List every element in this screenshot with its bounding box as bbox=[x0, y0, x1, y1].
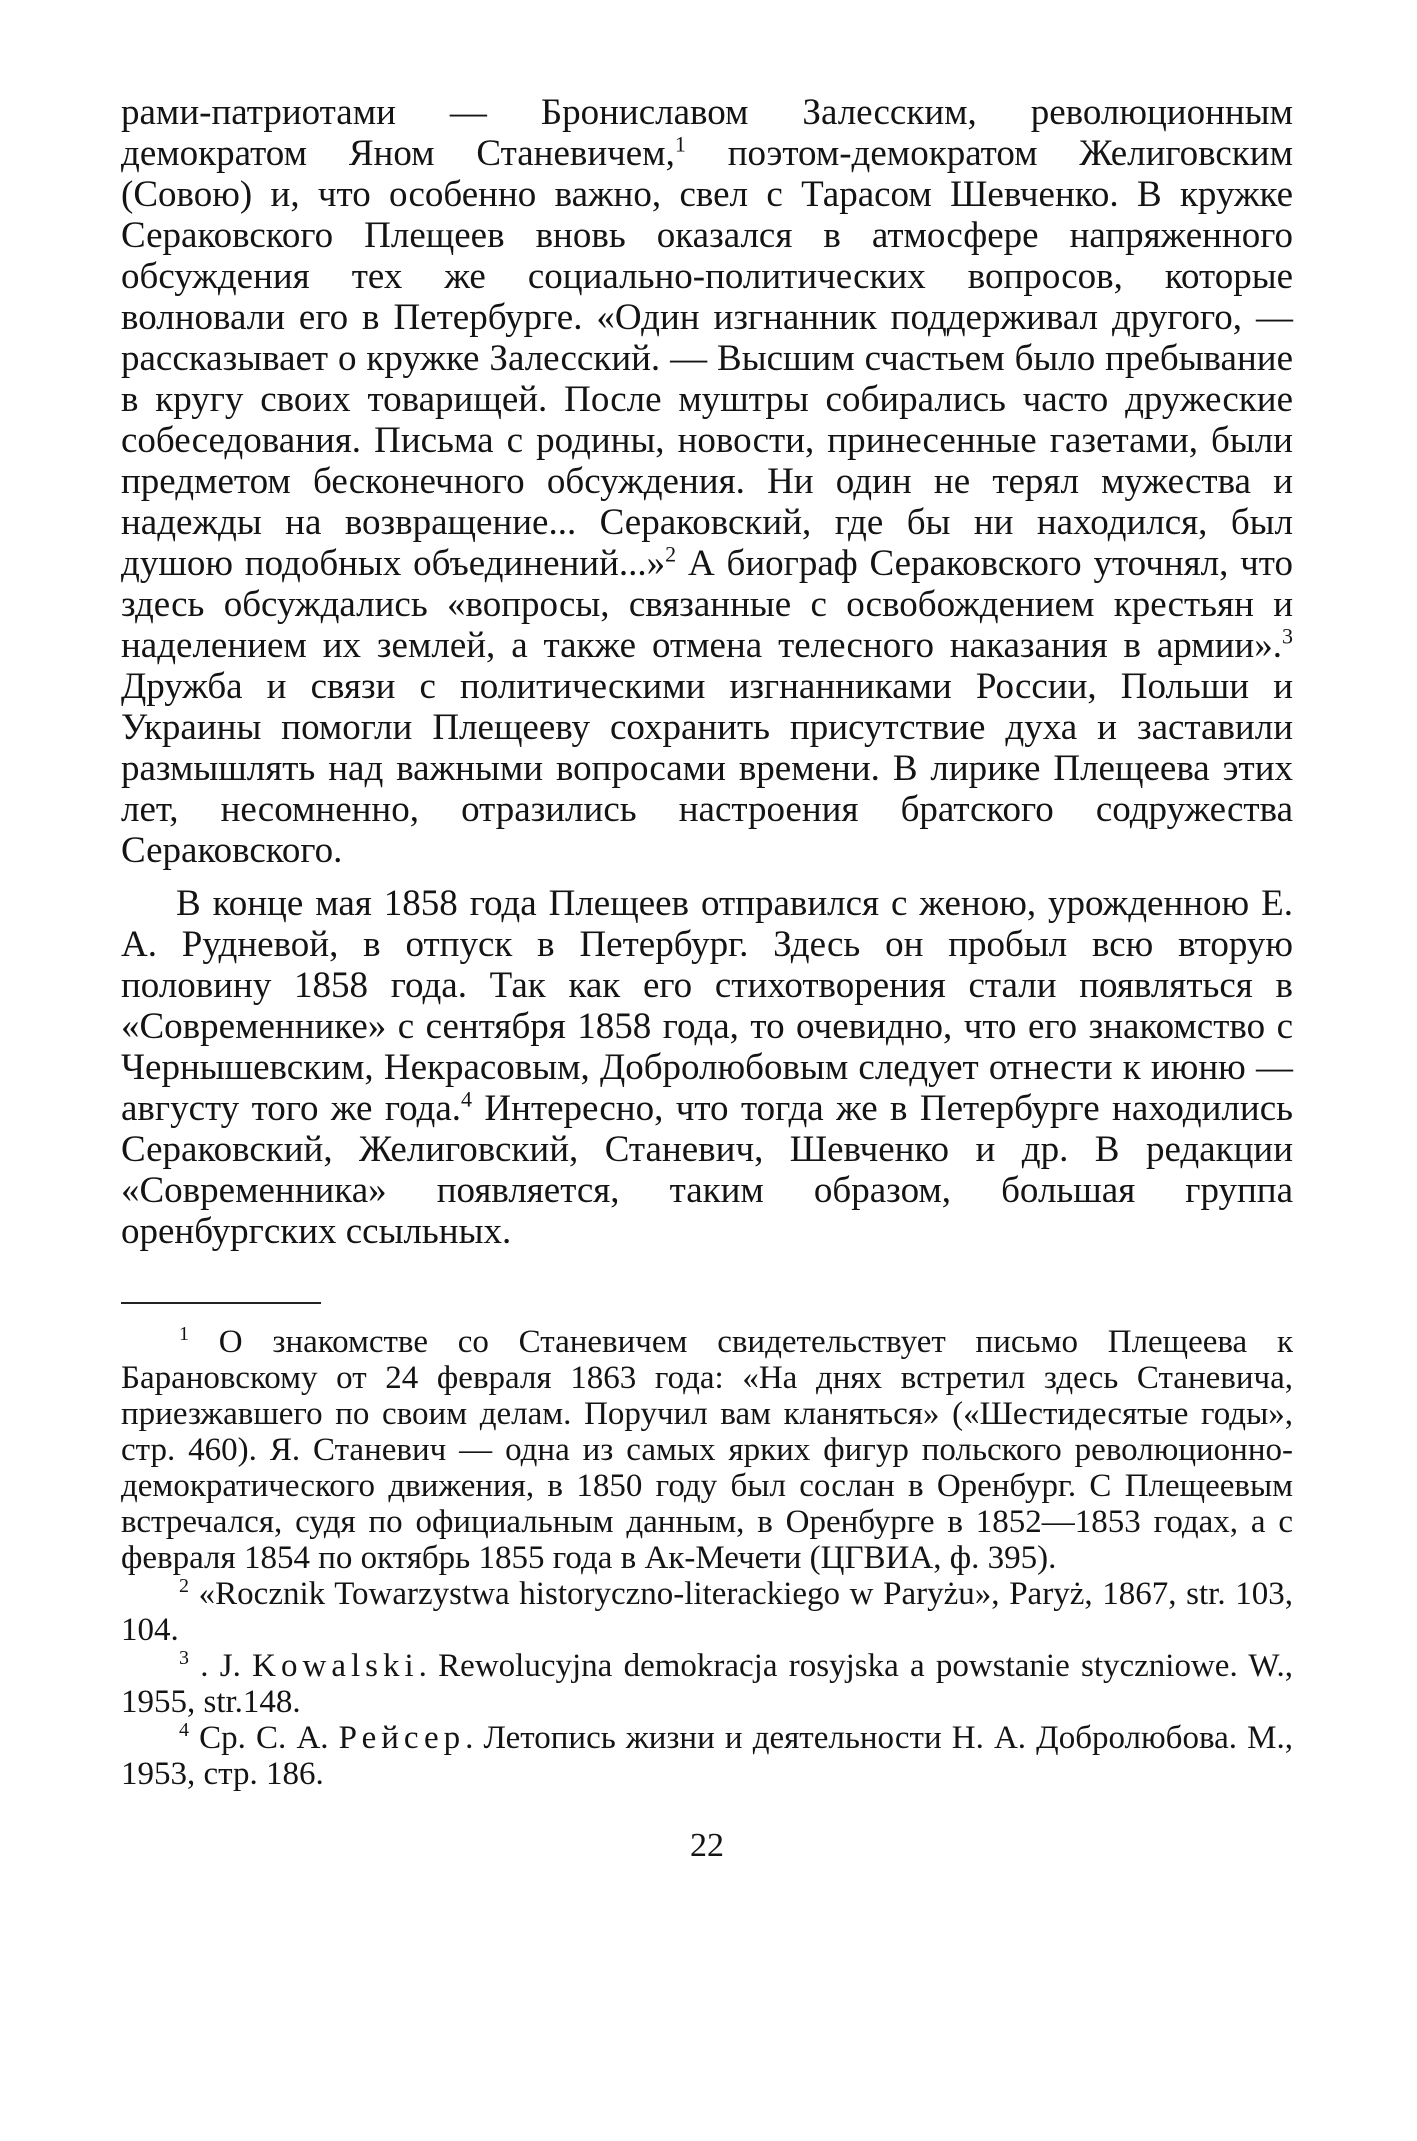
footnote-number: 2 bbox=[179, 1575, 189, 1597]
footnote-text: «Rocznik Towarzystwa historyczno-literackiego w Paryżu», Paryż, 1867, str. 103, 104. bbox=[121, 1576, 1293, 1648]
footnote-3 bbox=[121, 1648, 1293, 1720]
paragraph-1 bbox=[121, 92, 1293, 871]
footnote-ref-3[interactable]: 3 bbox=[1282, 623, 1293, 649]
footnote-1 bbox=[121, 1324, 1293, 1576]
footnote-author: Рейсер bbox=[338, 1720, 466, 1756]
footnote-text-pre: . J. bbox=[189, 1648, 253, 1684]
footnote-ref-2[interactable]: 2 bbox=[665, 541, 677, 567]
book-page bbox=[121, 92, 1293, 1866]
main-text bbox=[121, 92, 1293, 1252]
page-number: 22 bbox=[690, 1827, 724, 1864]
footnote-number: 4 bbox=[179, 1719, 189, 1741]
paragraph-1-text-c: А биограф Сераковского уточнял, что здесь обсуждались «вопросы, связанные с освобождением крестьян и наделением их землей, а также отмена телесного наказания в армии». bbox=[121, 543, 1293, 666]
footnote-4 bbox=[121, 1720, 1293, 1792]
footnote-ref-1[interactable]: 1 bbox=[674, 131, 686, 157]
footnotes bbox=[121, 1324, 1293, 1792]
footnote-text-post: . Rewolucyjna demokracja rosyjska a powstanie styczniowe. W., 1955, str.148. bbox=[121, 1648, 1293, 1720]
footnote-2 bbox=[121, 1576, 1293, 1648]
footnote-text-pre: Ср. С. А. bbox=[189, 1720, 339, 1756]
paragraph-2-text-b: Интересно, что тогда же в Петербурге находились Сераковский, Желиговский, Станевич, Шевченко и др. В редакции «Современника» появляется, таким образом, большая группа оренбургских ссыльных. bbox=[121, 1088, 1293, 1252]
footnote-author: Kowalski bbox=[252, 1648, 419, 1684]
paragraph-1-text-a: рами-патриотами — Брониславом Залесским, революционным демократом Яном Станевичем, bbox=[121, 92, 1293, 174]
footnote-number: 1 bbox=[179, 1323, 189, 1345]
paragraph-1-text-b: поэтом-демократом Желиговским (Совою) и, что особенно важно, свел с Тарасом Шевченко. В кружке Сераковского Плещеев вновь оказался в атмосфере напряженного обсуждения тех же социально-политических вопросов, которые волновали его в Петербурге. «Один изгнанник поддерживал другого, — рассказывает о кружке Залесский. — Высшим счастьем было пребывание в кругу своих товарищей. После муштры собирались часто дружеские собеседования. Письма с родины, новости, принесенные газетами, были предметом бесконечного обсуждения. Ни один не терял мужества и надежды на возвращение... Сераковский, где бы ни находился, был душою подобных объединений...» bbox=[121, 133, 1293, 584]
footnote-divider bbox=[121, 1302, 321, 1304]
footnote-text-post: . Летопись жизни и деятельности Н. А. Добролюбова. М., 1953, стр. 186. bbox=[121, 1720, 1293, 1792]
paragraph-2 bbox=[121, 883, 1293, 1252]
paragraph-1-text-d: Дружба и связи с политическими изгнанниками России, Польши и Украины помогли Плещееву сохранить присутствие духа и заставили размышлять над важными вопросами времени. В лирике Плещеева этих лет, несомненно, отразились настроения братского содружества Сераковского. bbox=[121, 666, 1293, 871]
footnote-ref-4[interactable]: 4 bbox=[461, 1086, 473, 1112]
footnote-number: 3 bbox=[179, 1647, 189, 1669]
paragraph-2-text-a: В конце мая 1858 года Плещеев отправился с женою, урожденною Е. А. Рудневой, в отпуск в Петербург. Здесь он пробыл всю вторую половину 1858 года. Так как его стихотворения стали появляться в «Современнике» с сентября 1858 года, то очевидно, что его знакомство с Чернышевским, Некрасовым, Добролюбовым следует отнести к июню — августу того же года. bbox=[121, 883, 1293, 1129]
footnote-text: О знакомстве со Станевичем свидетельствует письмо Плещеева к Барановскому от 24 февраля 1863 года: «На днях встретил здесь Станевича, приезжавшего по своим делам. Поручил вам кланяться» («Шестидесятые годы», стр. 460). Я. Станевич — одна из самых ярких фигур польского революционно-демократического движения, в 1850 году был сослан в Оренбург. С Плещеевым встречался, судя по официальным данным, в Оренбурге в 1852—1853 годах, а с февраля 1854 по октябрь 1855 года в Ак-Мечети (ЦГВИА, ф. 395). bbox=[121, 1324, 1293, 1576]
